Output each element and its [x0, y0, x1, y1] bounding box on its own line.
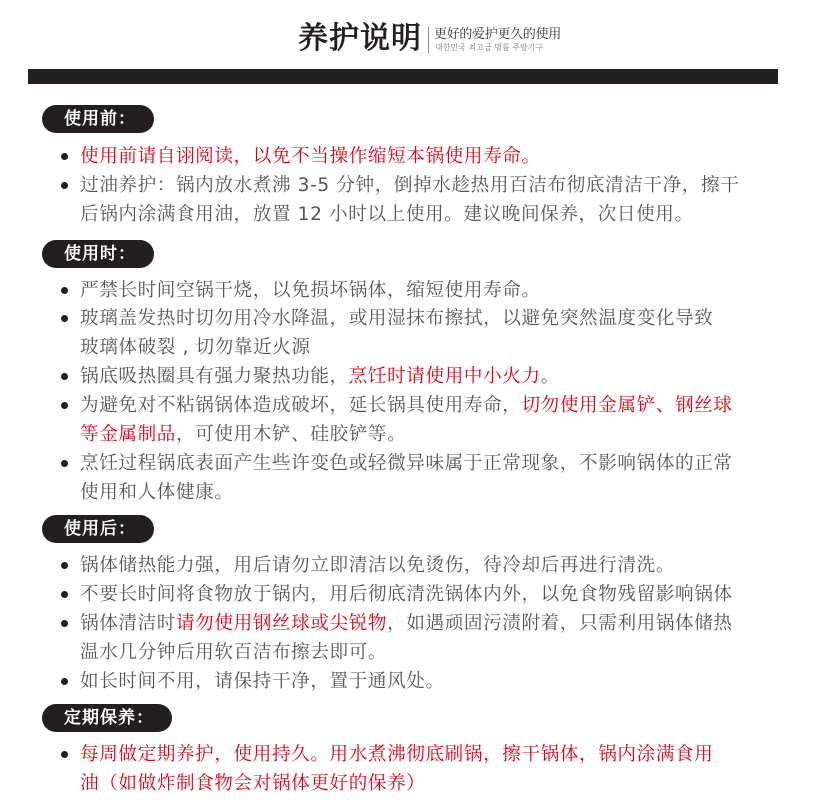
bullet-icon: [61, 315, 68, 322]
list-item: [80, 171, 739, 200]
list-item-continuation: [80, 333, 311, 362]
list-item-continuation: [80, 769, 426, 798]
bullet-icon: [61, 678, 68, 685]
list-item: [80, 667, 445, 696]
page-header: [0, 0, 826, 66]
bullet-icon: [61, 460, 68, 467]
list-item: [80, 142, 541, 171]
title-divider: [428, 27, 429, 53]
line-text: 烹饪过程锅底表面产生些许变色或轻微异味属于正常现象，不影响锅体的正常: [80, 453, 733, 474]
bullet-icon: [61, 182, 68, 189]
bullet-icon: [61, 402, 68, 409]
line-text-highlight: 烹饪时请使用中小火力: [348, 366, 541, 387]
section-label-during-use: 使用时：: [42, 240, 154, 268]
page-subtitle-korean: 대한민국 최고급 명품 주방기구: [435, 43, 544, 52]
line-text: 锅体清洁时: [80, 613, 176, 634]
line-text-highlight: 切勿使用金属铲、钢丝球: [521, 395, 733, 416]
section-label-before-use: 使用前：: [42, 105, 154, 133]
line-text-highlight: 每周做定期养护，使用持久。用水煮沸彻底刷锅，擦干锅体，锅内涂满食用: [80, 744, 714, 765]
line-text-highlight: 请勿使用钢丝球或尖锐物: [175, 613, 388, 634]
list-item: [80, 740, 713, 769]
page-title: 养护说明: [298, 21, 422, 56]
list-item: [80, 362, 560, 391]
line-text: 。: [540, 366, 560, 387]
list-item: [80, 551, 675, 580]
line-text: 为避免对不粘锅锅体造成破坏，延长锅具使用寿命，: [80, 395, 522, 416]
line-text: ，如遇顽固污渍附着，只需利用锅体储热: [387, 613, 733, 634]
line-text: 玻璃体破裂 , 切勿靠近火源: [80, 337, 311, 358]
list-item-continuation: [80, 638, 387, 667]
line-text: ，可使用木铲、硅胶铲等。: [175, 424, 407, 445]
section-label-regular-maintenance: 定期保养：: [42, 704, 172, 732]
line-text: 锅体储热能力强，用后请勿立即清洁以免烫伤，待冷却后再进行清洗。: [80, 555, 676, 576]
list-item: [80, 449, 733, 478]
line-text: 严禁长时间空锅干烧，以免损坏锅体，缩短使用寿命。: [80, 280, 541, 301]
line-text: 后锅内涂满食用油，放置 12 小时以上使用。建议晚间保养，次日使用。: [80, 204, 694, 225]
line-text: 不要长时间将食物放于锅内，用后彻底清洗锅体内外，以免食物残留影响锅体: [80, 584, 733, 605]
header-divider-bar: [28, 69, 778, 84]
bullet-icon: [61, 620, 68, 627]
list-item-continuation: [80, 478, 234, 507]
line-text-highlight: 油（如做炸制食物会对锅体更好的保养）: [80, 773, 426, 794]
list-item-continuation: [80, 420, 406, 449]
list-item: [80, 391, 733, 420]
bullet-icon: [61, 562, 68, 569]
bullet-icon: [61, 751, 68, 758]
line-text-highlight: 等金属制品: [80, 424, 176, 445]
list-item: [80, 276, 541, 305]
line-text: 玻璃盖发热时切勿用冷水降温，或用湿抹布擦拭，以避免突然温度变化导致: [80, 308, 714, 329]
list-item: [80, 304, 713, 333]
list-item: [80, 609, 733, 638]
bullet-icon: [61, 287, 68, 294]
bullet-icon: [61, 153, 68, 160]
list-item: [80, 580, 733, 609]
page-subtitle: 更好的爱护更久的使用: [434, 27, 562, 42]
list-item-continuation: [80, 200, 694, 229]
line-text: 使用和人体健康。: [80, 482, 234, 503]
line-text: 温水几分钟后用软百洁布擦去即可。: [80, 642, 388, 663]
bullet-icon: [61, 591, 68, 598]
line-text: 过油养护：锅内放水煮沸 3-5 分钟，倒掉水趁热用百洁布彻底清洁干净，擦干: [80, 175, 740, 196]
line-text: 如长时间不用，请保持干净，置于通风处。: [80, 671, 445, 692]
line-text: 锅底吸热圈具有强力聚热功能，: [80, 366, 349, 387]
bullet-icon: [61, 373, 68, 380]
section-label-after-use: 使用后：: [42, 515, 154, 543]
line-text: 使用前请自诩阅读，以免不当操作缩短本锅使用寿命。: [80, 146, 541, 167]
